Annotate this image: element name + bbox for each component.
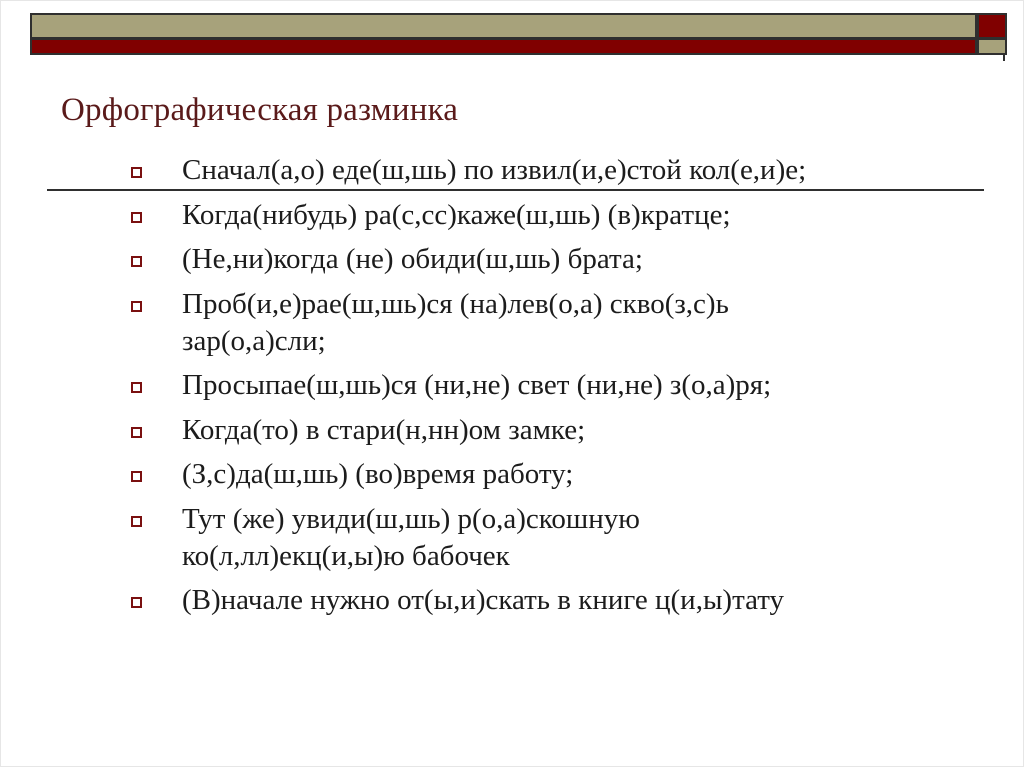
header-square-olive: [977, 38, 1007, 55]
list-item-text: Проб(и,е)рае(ш,шь)ся (на)лев(о,а) скво(з,с)ь зар(о,а)сли;: [182, 287, 729, 357]
list-item-text: Когда(нибудь) ра(с,сс)каже(ш,шь) (в)кратце;: [182, 198, 731, 231]
hollow-square-bullet-icon: [131, 516, 142, 527]
hollow-square-bullet-icon: [131, 427, 142, 438]
list-item-text: (Не,ни)когда (не) обиди(ш,шь) брата;: [182, 243, 643, 275]
list-item: [131, 582, 1011, 619]
hollow-square-bullet-icon: [131, 382, 142, 393]
list-item: [131, 456, 1011, 493]
list-item-text: Сначал(а,о) еде(ш,шь) по извил(и,е)стой кол(е,и)е;: [182, 154, 807, 186]
list-item-text: (З,с)да(ш,шь) (во)время работу;: [182, 458, 574, 490]
hollow-square-bullet-icon: [131, 212, 142, 223]
slide-title: Орфографическая разминка: [61, 92, 459, 128]
header-bar-maroon: [30, 38, 977, 55]
header-connector-line: [1003, 55, 1005, 61]
list-item: [131, 241, 1011, 278]
list-item: [131, 152, 1011, 189]
hollow-square-bullet-icon: [131, 301, 142, 312]
list-item: [131, 286, 1011, 360]
list-item-text: (В)начале нужно от(ы,и)скать в книге ц(и,ы)тату: [182, 584, 785, 616]
list-item: [131, 501, 1011, 575]
list-item-text: Когда(то) в стари(н,нн)ом замке;: [182, 413, 586, 446]
hollow-square-bullet-icon: [131, 597, 142, 608]
header-bar-olive: [30, 13, 977, 39]
hollow-square-bullet-icon: [131, 256, 142, 267]
list-item-text: Просыпае(ш,шь)ся (ни,не) свет (ни,не) з(о,а)ря;: [182, 369, 772, 401]
header-square-maroon: [977, 13, 1007, 39]
list-item: [131, 367, 1011, 404]
hollow-square-bullet-icon: [131, 167, 142, 178]
list-item-text: Тут (же) увиди(ш,шь) р(о,а)скошную ко(л,лл)екц(и,ы)ю бабочек: [182, 502, 640, 572]
list-item: [131, 197, 1011, 234]
hollow-square-bullet-icon: [131, 471, 142, 482]
exercise-list: [131, 152, 1011, 627]
list-item: [131, 412, 1011, 449]
